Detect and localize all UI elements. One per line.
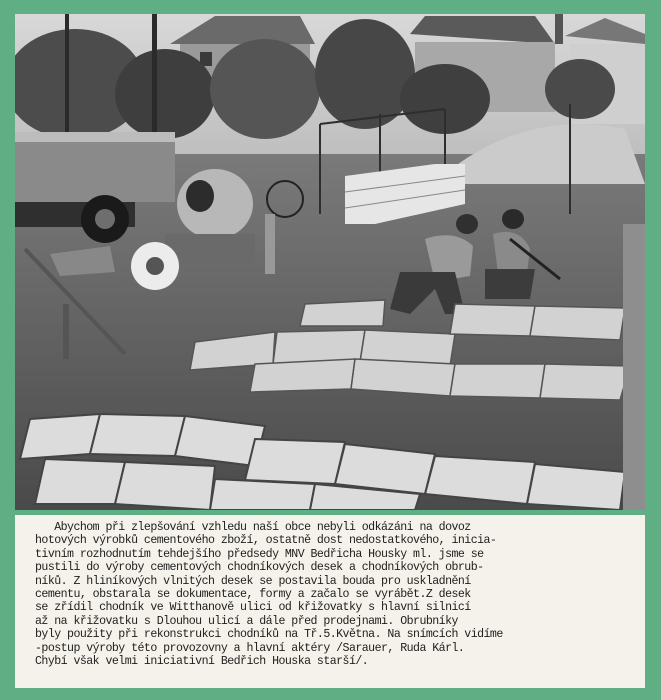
caption-line: se zřídil chodník ve Witthanově ulici od křižovatky s hlavní silnicí — [35, 601, 471, 615]
caption-line: byly použity při rekonstrukci chodníků na Tř.5.Května. Na snímcích vidíme — [35, 628, 503, 642]
caption-line: Chybí však velmi iniciativní Bedřich Houska starší/. — [35, 655, 369, 669]
archival-photo — [15, 14, 645, 510]
caption-card — [15, 515, 645, 688]
caption-line: Abychom při zlepšování vzhledu naší obce nebyli odkázáni na dovoz — [35, 521, 471, 534]
right-post — [623, 224, 645, 510]
caption-line: až na křižovatku s Dlouhou ulicí a dále před prodejnami. Obrubníky — [35, 614, 458, 628]
caption-line: pustili do výroby cementových chodníkových desek a chodníkových obrub- — [35, 561, 484, 575]
caption-line: cementu, obstarala se dokumentace, formy a začalo se vyrábět.Z desek — [35, 588, 471, 602]
caption-line: hotových výrobků cementového zboží, ostatně dost nedostatkového, inicia- — [35, 534, 497, 548]
photo-illustration — [15, 14, 645, 510]
caption-line: -postup výroby této provozovny a hlavní aktéry /Sarauer, Ruda Kárl. — [35, 641, 465, 655]
caption-line: níků. Z hliníkových vlnitých desek se postavila bouda pro uskladnění — [35, 574, 471, 588]
caption-line: tivním rozhodnutím tehdejšího předsedy MNV Bedřicha Housky ml. jsme se — [35, 547, 484, 561]
caption-text — [35, 521, 635, 668]
